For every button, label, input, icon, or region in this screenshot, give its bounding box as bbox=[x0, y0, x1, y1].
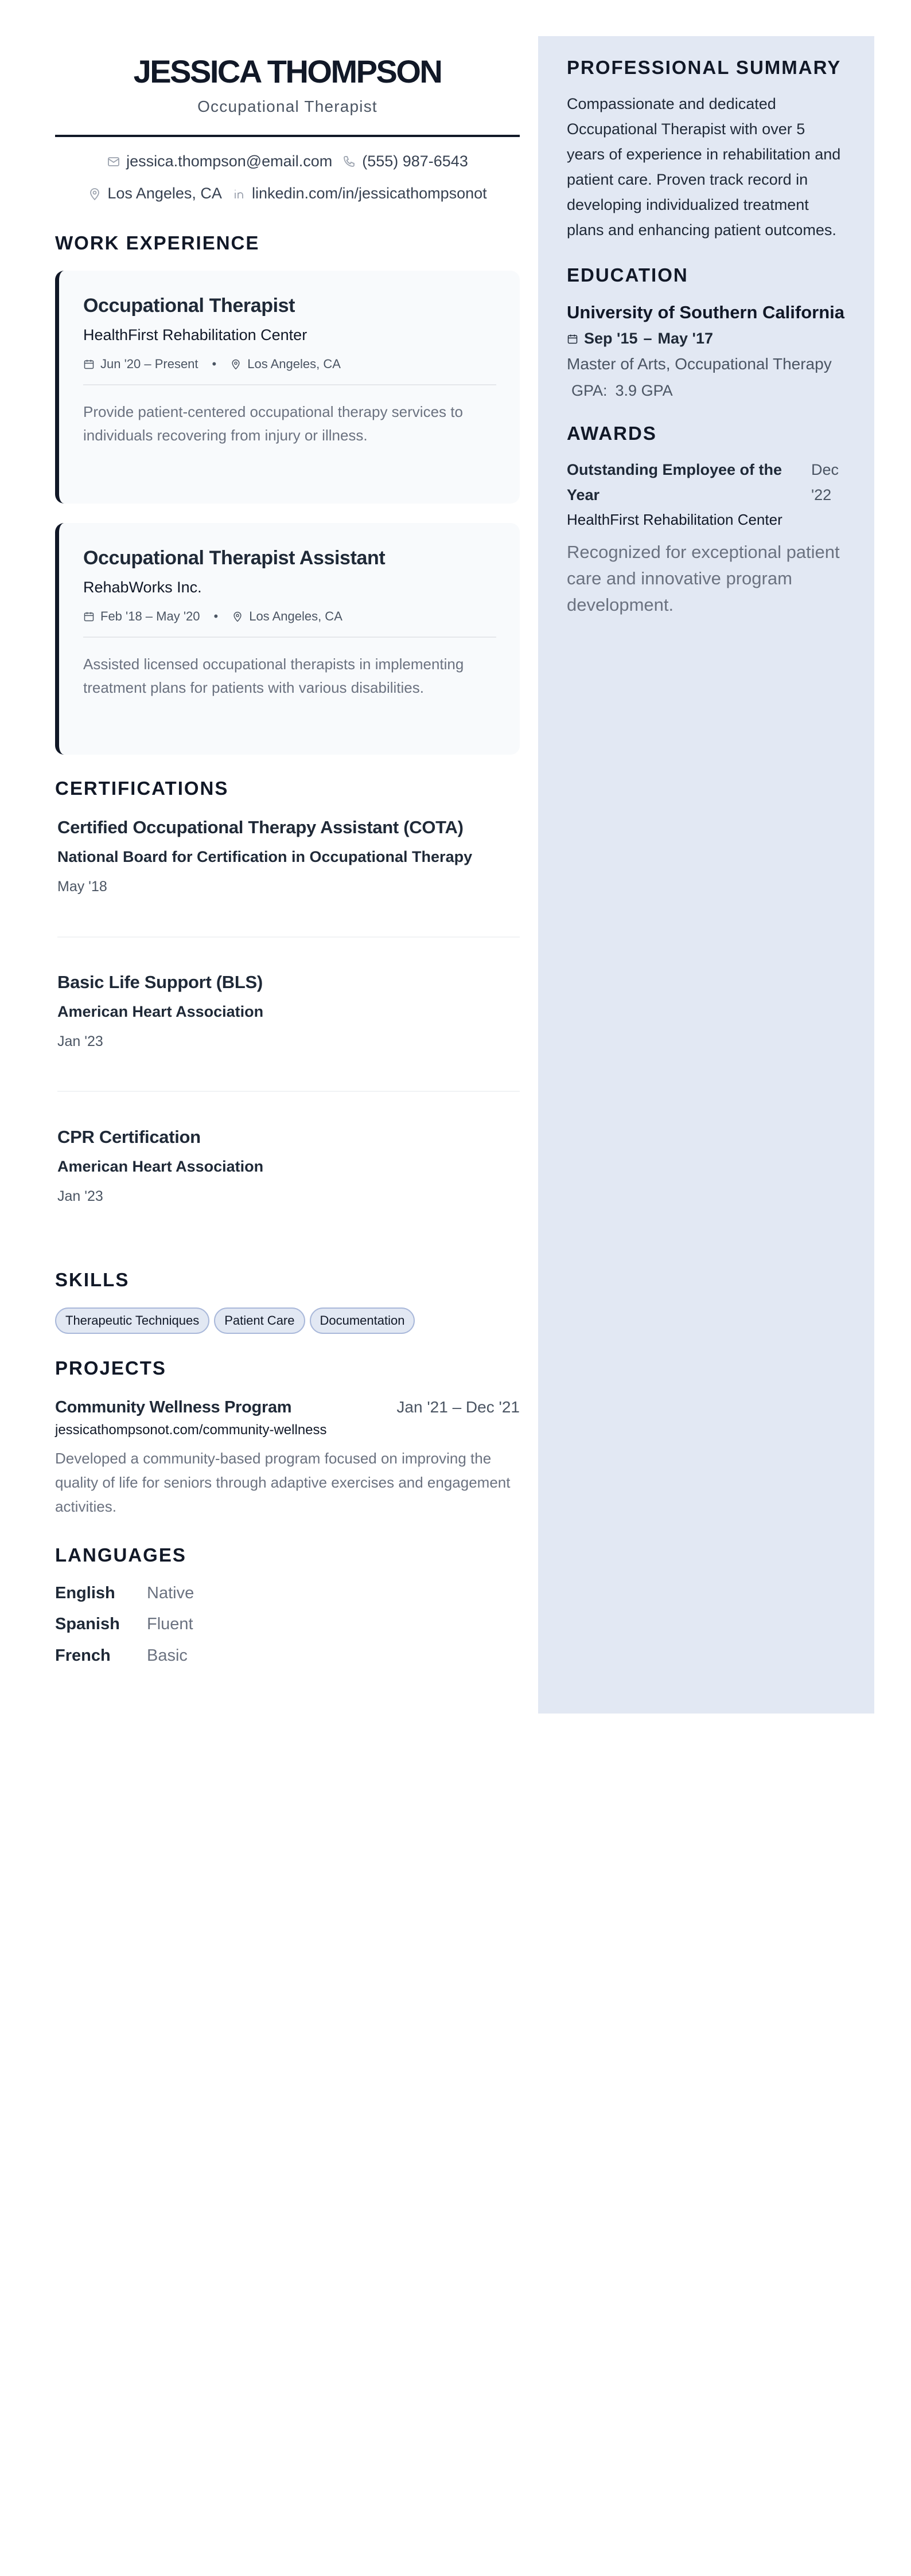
certification-item bbox=[57, 817, 520, 895]
job-company: RehabWorks Inc. bbox=[83, 579, 202, 596]
gpa-label: GPA: bbox=[571, 382, 608, 399]
job-description: Assisted licensed occupational therapists in implementing treatment plans for patients with various disabilities. bbox=[83, 655, 464, 696]
education-gpa bbox=[571, 382, 846, 400]
sidebar bbox=[538, 36, 874, 1714]
education-school: University of Southern California bbox=[567, 302, 845, 322]
contact-linkedin[interactable] bbox=[232, 185, 487, 202]
candidate-title: Occupational Therapist bbox=[197, 97, 377, 115]
job-divider bbox=[83, 384, 496, 385]
language-row bbox=[55, 1646, 188, 1665]
job-card bbox=[55, 523, 520, 755]
contact-location bbox=[88, 185, 222, 202]
job-title: Occupational Therapist bbox=[83, 295, 295, 317]
skill-chip: Patient Care bbox=[214, 1307, 305, 1334]
contact-row-1 bbox=[55, 153, 520, 170]
skill-chip: Therapeutic Techniques bbox=[55, 1307, 209, 1334]
job-company: HealthFirst Rehabilitation Center bbox=[83, 326, 307, 344]
section-title-skills: SKILLS bbox=[55, 1269, 130, 1290]
skills-list bbox=[55, 1307, 415, 1334]
skill-chip: Documentation bbox=[310, 1307, 415, 1334]
section-title-education: EDUCATION bbox=[567, 264, 688, 286]
certification-item bbox=[57, 1127, 520, 1205]
cert-date: May '18 bbox=[57, 879, 107, 895]
contact-row-2 bbox=[55, 185, 520, 202]
section-title-certifications: CERTIFICATIONS bbox=[55, 778, 229, 799]
award-title: Outstanding Employee of the Year bbox=[567, 461, 782, 504]
meta-separator: • bbox=[213, 609, 219, 623]
education-dash: – bbox=[643, 330, 652, 347]
award-header bbox=[567, 457, 846, 508]
candidate-name: JESSICA THOMPSON bbox=[133, 53, 442, 89]
cert-date: Jan '23 bbox=[57, 1188, 103, 1204]
education-degree: Master of Arts, Occupational Therapy bbox=[567, 355, 832, 373]
contact-email[interactable] bbox=[107, 153, 332, 170]
project-dates: Jan '21 – Dec '21 bbox=[396, 1398, 520, 1416]
cert-divider bbox=[57, 1091, 520, 1092]
section-title-projects: PROJECTS bbox=[55, 1357, 166, 1379]
job-divider bbox=[83, 637, 496, 638]
certification-item bbox=[57, 972, 520, 1050]
language-row bbox=[55, 1584, 194, 1603]
education-end: May '17 bbox=[657, 330, 713, 347]
linkedin-text: linkedin.com/in/jessicathompsonot bbox=[251, 185, 487, 202]
project-header bbox=[55, 1398, 520, 1417]
header-divider bbox=[55, 135, 520, 137]
language-name: Spanish bbox=[55, 1615, 120, 1633]
job-card bbox=[55, 271, 520, 504]
education-dates bbox=[567, 330, 846, 348]
job-title: Occupational Therapist Assistant bbox=[83, 547, 386, 569]
award-description: Recognized for exceptional patient care and innovative program development. bbox=[567, 542, 840, 615]
location-text: Los Angeles, CA bbox=[107, 185, 222, 202]
map-pin-icon bbox=[232, 611, 243, 622]
job-location: Los Angeles, CA bbox=[247, 357, 341, 371]
project-link[interactable]: jessicathompsonot.com/community-wellness bbox=[55, 1422, 327, 1438]
phone-icon bbox=[342, 155, 356, 169]
summary-text: Compassionate and dedicated Occupational Therapist with over 5 years of experience in rehabilitation and patient care. Proven track record in developing individualized treatment plans and enhancing patient outcomes. bbox=[567, 95, 841, 239]
cert-issuer: American Heart Association bbox=[57, 1003, 264, 1020]
cert-issuer: National Board for Certification in Occupational Therapy bbox=[57, 848, 473, 865]
job-meta bbox=[83, 357, 497, 372]
cert-date: Jan '23 bbox=[57, 1033, 103, 1049]
project-title: Community Wellness Program bbox=[55, 1398, 292, 1416]
section-title-work: WORK EXPERIENCE bbox=[55, 232, 260, 253]
job-dates: Feb '18 – May '20 bbox=[100, 609, 200, 623]
email-text: jessica.thompson@email.com bbox=[126, 153, 333, 170]
cert-divider bbox=[57, 936, 520, 938]
language-level: Basic bbox=[147, 1646, 188, 1665]
language-name: French bbox=[55, 1646, 111, 1665]
job-location: Los Angeles, CA bbox=[249, 609, 342, 623]
gpa-value: 3.9 GPA bbox=[615, 382, 673, 399]
education-start: Sep '15 bbox=[584, 330, 638, 347]
calendar-icon bbox=[567, 333, 578, 345]
award-issuer: HealthFirst Rehabilitation Center bbox=[567, 511, 782, 528]
language-level: Native bbox=[147, 1584, 194, 1602]
section-title-awards: AWARDS bbox=[567, 423, 657, 444]
language-row bbox=[55, 1615, 193, 1634]
language-level: Fluent bbox=[147, 1615, 193, 1633]
cert-issuer: American Heart Association bbox=[57, 1158, 264, 1175]
map-pin-icon bbox=[88, 187, 102, 201]
award-date: Dec '22 bbox=[811, 461, 839, 504]
phone-text: (555) 987-6543 bbox=[362, 153, 468, 170]
section-title-languages: LANGUAGES bbox=[55, 1544, 186, 1566]
section-title-summary: PROFESSIONAL SUMMARY bbox=[567, 57, 842, 78]
project-description: Developed a community-based program focused on improving the quality of life for seniors through adaptive exercises and engagement activities. bbox=[55, 1450, 511, 1515]
cert-title: Certified Occupational Therapy Assistant (COTA) bbox=[57, 817, 464, 837]
job-dates: Jun '20 – Present bbox=[100, 357, 198, 371]
cert-title: Basic Life Support (BLS) bbox=[57, 972, 263, 992]
map-pin-icon bbox=[230, 358, 242, 370]
job-description: Provide patient-centered occupational therapy services to individuals recovering from injury or illness. bbox=[83, 403, 463, 444]
contact-phone[interactable] bbox=[342, 153, 468, 170]
job-meta bbox=[83, 609, 497, 624]
linkedin-icon bbox=[232, 187, 246, 201]
language-name: English bbox=[55, 1584, 115, 1602]
mail-icon bbox=[107, 155, 120, 169]
calendar-icon bbox=[83, 358, 95, 370]
calendar-icon bbox=[83, 611, 95, 622]
cert-title: CPR Certification bbox=[57, 1127, 201, 1147]
meta-separator: • bbox=[212, 357, 217, 371]
